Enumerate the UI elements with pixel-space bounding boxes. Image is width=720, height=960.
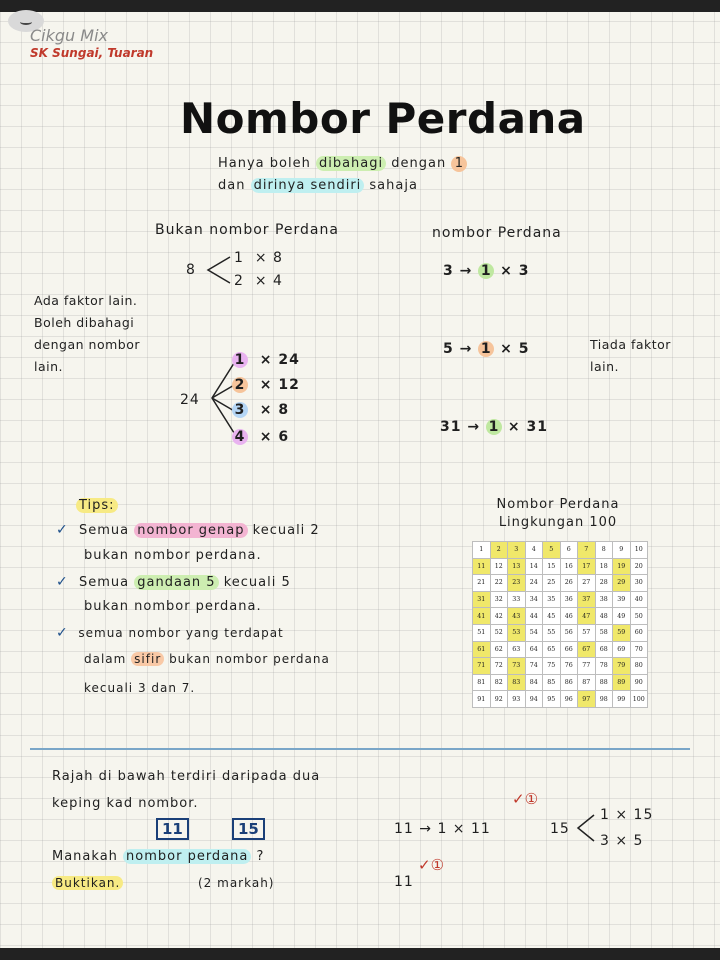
tips-label-text: Tips: xyxy=(76,498,118,513)
grid-cell: 33 xyxy=(508,591,526,608)
grid-cell: 6 xyxy=(560,542,578,559)
prime-cell: 31 xyxy=(473,591,491,608)
tip-text: Semua xyxy=(79,575,135,590)
grid-cell: 52 xyxy=(490,624,508,641)
grid-cell: 24 xyxy=(525,575,543,592)
subtitle-line-1 xyxy=(218,156,467,172)
author-name: Cikgu Mix xyxy=(30,26,108,45)
prime-cell: 47 xyxy=(578,608,596,625)
grid-row xyxy=(473,624,648,641)
answer-15-row-2: 3 × 5 xyxy=(600,833,644,849)
prime-cell: 17 xyxy=(578,558,596,575)
grid-cell: 30 xyxy=(630,575,648,592)
note-line: lain. xyxy=(590,359,620,374)
tip-text: kecuali 2 xyxy=(247,523,320,538)
tip-highlight: gandaan 5 xyxy=(134,575,218,590)
factor: × 3 xyxy=(500,263,530,279)
twentyfour-row xyxy=(232,352,300,368)
grid-cell: 65 xyxy=(543,641,561,658)
not-prime-note xyxy=(34,290,140,378)
check-icon: ✓ xyxy=(56,574,69,590)
grid-cell: 49 xyxy=(613,608,631,625)
prime-cell: 71 xyxy=(473,658,491,675)
tip-item xyxy=(56,522,320,538)
grid-cell: 8 xyxy=(595,542,613,559)
grid-cell: 46 xyxy=(560,608,578,625)
factor: 1 xyxy=(234,250,244,266)
subtitle-text: sahaja xyxy=(364,178,418,193)
grid-cell: 80 xyxy=(630,658,648,675)
grid-cell: 18 xyxy=(595,558,613,575)
factor: × 8 xyxy=(254,250,283,266)
grid-cell: 63 xyxy=(508,641,526,658)
grid-cell: 77 xyxy=(578,658,596,675)
tips-label xyxy=(76,498,118,513)
branch-brace xyxy=(206,356,240,440)
bottom-bar xyxy=(0,948,720,960)
grid-cell: 76 xyxy=(560,658,578,675)
grid-cell: 93 xyxy=(508,691,526,708)
prime-cell: 29 xyxy=(613,575,631,592)
tip-text: bukan nombor perdana xyxy=(164,652,330,666)
question-ask xyxy=(52,849,264,864)
prime-cell: 7 xyxy=(578,542,596,559)
arrow-icon: → xyxy=(467,419,481,435)
grid-cell: 74 xyxy=(525,658,543,675)
prime-cell: 43 xyxy=(508,608,526,625)
prime-cell: 73 xyxy=(508,658,526,675)
grid-cell: 96 xyxy=(560,691,578,708)
grid-row xyxy=(473,608,648,625)
grid-cell: 15 xyxy=(543,558,561,575)
grid-cell: 21 xyxy=(473,575,491,592)
grid-cell: 54 xyxy=(525,624,543,641)
tip-item xyxy=(56,574,291,590)
grid-cell: 88 xyxy=(595,674,613,691)
factor: 4 xyxy=(232,429,248,445)
grid-cell: 85 xyxy=(543,674,561,691)
tip-text: Semua xyxy=(79,523,135,538)
prime-cell: 59 xyxy=(613,624,631,641)
grid-cell: 10 xyxy=(630,542,648,559)
grid-cell: 14 xyxy=(525,558,543,575)
subtitle-highlight: dirinya sendiri xyxy=(251,178,365,193)
tip-highlight: sifir xyxy=(131,652,164,666)
grid-cell: 4 xyxy=(525,542,543,559)
factor: × 24 xyxy=(259,352,300,368)
twentyfour-row xyxy=(232,429,289,445)
grid-cell: 35 xyxy=(543,591,561,608)
grid-cell: 25 xyxy=(543,575,561,592)
grid-row xyxy=(473,591,648,608)
factor: 2 xyxy=(234,273,244,289)
prime-cell: 13 xyxy=(508,558,526,575)
factor: × 31 xyxy=(507,419,548,435)
tick-mark: ✓① xyxy=(418,856,445,874)
top-bar xyxy=(0,0,720,12)
prime-cell: 5 xyxy=(543,542,561,559)
note-line: Ada faktor lain. xyxy=(34,293,138,308)
grid-cell: 1 xyxy=(473,542,491,559)
grid-cell: 48 xyxy=(595,608,613,625)
answer-final: 11 xyxy=(394,874,414,890)
page-title: Nombor Perdana xyxy=(180,94,586,143)
grid-cell: 72 xyxy=(490,658,508,675)
tip-text: dalam xyxy=(84,652,132,666)
check-icon: ✓ xyxy=(56,625,69,641)
grid-row xyxy=(473,542,648,559)
grid-cell: 92 xyxy=(490,691,508,708)
grid-cell: 28 xyxy=(595,575,613,592)
card-value: 15 xyxy=(232,818,265,840)
factor: 1 xyxy=(478,341,494,357)
tick-mark: ✓① xyxy=(512,790,539,808)
ask-text: ? xyxy=(251,849,265,864)
factor: 1 xyxy=(232,352,248,368)
grid-row xyxy=(473,658,648,675)
grid-cell: 66 xyxy=(560,641,578,658)
prime-cell: 19 xyxy=(613,558,631,575)
prime-cell: 3 xyxy=(508,542,526,559)
grid-cell: 20 xyxy=(630,558,648,575)
grid-cell: 39 xyxy=(613,591,631,608)
grid-cell: 82 xyxy=(490,674,508,691)
twentyfour-number: 24 xyxy=(180,392,200,408)
section-divider xyxy=(30,748,690,750)
grid-row xyxy=(473,674,648,691)
prime-cell: 23 xyxy=(508,575,526,592)
tip-item xyxy=(56,625,284,641)
subtitle-text: Hanya boleh xyxy=(218,156,316,171)
prime-note xyxy=(590,334,671,378)
grid-cell: 50 xyxy=(630,608,648,625)
grid-cell: 40 xyxy=(630,591,648,608)
grid-cell: 27 xyxy=(578,575,596,592)
prime-cell: 83 xyxy=(508,674,526,691)
grid-cell: 81 xyxy=(473,674,491,691)
prime-number: 3 xyxy=(443,263,454,279)
grid-cell: 9 xyxy=(613,542,631,559)
grid-cell: 64 xyxy=(525,641,543,658)
answer-15-row-1: 1 × 15 xyxy=(600,807,654,823)
grid-cell: 22 xyxy=(490,575,508,592)
grid-cell: 44 xyxy=(525,608,543,625)
branch-brace xyxy=(574,812,598,844)
grid-cell: 51 xyxy=(473,624,491,641)
number-card-2 xyxy=(232,818,265,840)
grid-cell: 78 xyxy=(595,658,613,675)
question-line-2: keping kad nombor. xyxy=(52,796,199,811)
grid-cell: 87 xyxy=(578,674,596,691)
prime-cell: 89 xyxy=(613,674,631,691)
factor: 2 xyxy=(232,377,248,393)
ask-highlight: nombor perdana xyxy=(123,849,251,864)
subtitle-text: dan xyxy=(218,178,251,193)
grid-cell: 99 xyxy=(613,691,631,708)
subtitle-text: dengan xyxy=(386,156,452,171)
grid-cell: 62 xyxy=(490,641,508,658)
check-icon: ✓ xyxy=(56,522,69,538)
tip-highlight: nombor genap xyxy=(134,523,247,538)
grid-cell: 98 xyxy=(595,691,613,708)
grid-cell: 32 xyxy=(490,591,508,608)
grid-cell: 34 xyxy=(525,591,543,608)
prime-number: 5 xyxy=(443,341,454,357)
marks-label: (2 markah) xyxy=(198,876,275,890)
prime-cell: 79 xyxy=(613,658,631,675)
grid-cell: 75 xyxy=(543,658,561,675)
prime-cell: 61 xyxy=(473,641,491,658)
prime-cell: 37 xyxy=(578,591,596,608)
answer-11: 11 → 1 × 11 xyxy=(394,821,491,837)
grid-cell: 95 xyxy=(543,691,561,708)
prime-cell: 41 xyxy=(473,608,491,625)
twentyfour-row xyxy=(232,377,300,393)
subtitle-one: 1 xyxy=(451,156,467,172)
grid-cell: 57 xyxy=(578,624,596,641)
note-line: lain. xyxy=(34,359,64,374)
subtitle-highlight: dibahagi xyxy=(316,156,386,171)
grid-cell: 94 xyxy=(525,691,543,708)
factor: 3 xyxy=(232,402,248,418)
answer-15-number: 15 xyxy=(550,821,570,837)
eight-number: 8 xyxy=(186,262,196,278)
arrow-icon: → xyxy=(459,263,473,279)
prime-row xyxy=(440,419,548,435)
twentyfour-row xyxy=(232,402,289,418)
prime-row xyxy=(443,263,529,279)
prime-number: 31 xyxy=(440,419,462,435)
grid-cell: 45 xyxy=(543,608,561,625)
tip-text: semua nombor yang terdapat xyxy=(78,626,284,640)
grid-cell: 16 xyxy=(560,558,578,575)
grid-title-1: Nombor Perdana xyxy=(496,497,620,512)
question-line-1: Rajah di bawah terdiri daripada dua xyxy=(52,769,321,784)
prime-cell: 67 xyxy=(578,641,596,658)
grid-cell: 42 xyxy=(490,608,508,625)
eight-row-1 xyxy=(234,250,283,266)
not-prime-heading: Bukan nombor Perdana xyxy=(155,222,339,238)
grid-row xyxy=(473,558,648,575)
grid-cell: 58 xyxy=(595,624,613,641)
factor: × 5 xyxy=(500,341,530,357)
grid-cell: 70 xyxy=(630,641,648,658)
card-value: 11 xyxy=(156,818,189,840)
factor: × 12 xyxy=(259,377,300,393)
tip-text: kecuali 5 xyxy=(218,575,291,590)
school-name: SK Sungai, Tuaran xyxy=(30,46,154,60)
note-line: Boleh dibahagi xyxy=(34,315,135,330)
grid-cell: 91 xyxy=(473,691,491,708)
prime-heading: nombor Perdana xyxy=(432,225,562,241)
ask-text: Manakah xyxy=(52,849,124,864)
tip-line: kecuali 3 dan 7. xyxy=(84,681,196,695)
prime-grid-table xyxy=(472,541,648,708)
grid-row xyxy=(473,575,648,592)
prime-cell: 97 xyxy=(578,691,596,708)
grid-cell: 26 xyxy=(560,575,578,592)
prime-row xyxy=(443,341,529,357)
tip-line: bukan nombor perdana. xyxy=(84,599,262,614)
grid-cell: 55 xyxy=(543,624,561,641)
prime-cell: 53 xyxy=(508,624,526,641)
grid-cell: 56 xyxy=(560,624,578,641)
factor: × 8 xyxy=(259,402,290,418)
eight-row-2 xyxy=(234,273,283,289)
subtitle-line-2 xyxy=(218,178,418,193)
grid-cell: 12 xyxy=(490,558,508,575)
grid-cell: 68 xyxy=(595,641,613,658)
number-card-1 xyxy=(156,818,189,840)
note-line: Tiada faktor xyxy=(590,337,671,352)
arrow-icon: → xyxy=(459,341,473,357)
grid-title-2: Lingkungan 100 xyxy=(498,515,618,530)
tip-line: bukan nombor perdana. xyxy=(84,548,262,563)
note-line: dengan nombor xyxy=(34,337,141,352)
grid-cell: 100 xyxy=(630,691,648,708)
factor: × 4 xyxy=(254,273,283,289)
grid-cell: 90 xyxy=(630,674,648,691)
prime-cell: 2 xyxy=(490,542,508,559)
branch-brace xyxy=(204,254,234,288)
grid-cell: 69 xyxy=(613,641,631,658)
tip-line xyxy=(84,652,330,666)
factor: × 6 xyxy=(259,429,290,445)
grid-cell: 84 xyxy=(525,674,543,691)
prove-text: Buktikan. xyxy=(52,876,123,890)
grid-cell: 36 xyxy=(560,591,578,608)
factor: 1 xyxy=(478,263,494,279)
grid-row xyxy=(473,641,648,658)
grid-cell: 38 xyxy=(595,591,613,608)
grid-cell: 60 xyxy=(630,624,648,641)
grid-cell: 86 xyxy=(560,674,578,691)
factor: 1 xyxy=(486,419,502,435)
prove-label xyxy=(52,876,123,890)
prime-cell: 11 xyxy=(473,558,491,575)
grid-row xyxy=(473,691,648,708)
